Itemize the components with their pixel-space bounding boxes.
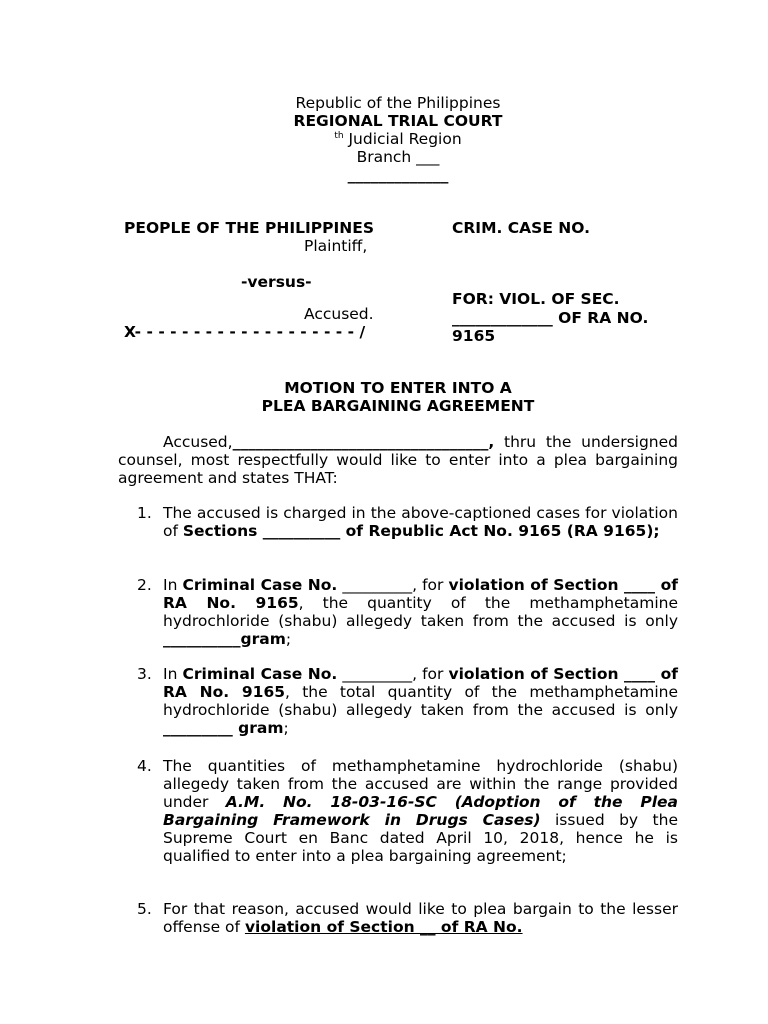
header-republic: Republic of the Philippines [295, 94, 501, 112]
motion-title-line2: PLEA BARGAINING AGREEMENT [261, 397, 535, 415]
item-bold-text: Criminal Case No. [182, 665, 338, 683]
list-item-number: 5. [137, 900, 152, 918]
list-item-number: 4. [137, 757, 152, 775]
violation-line2: _____________ OF RA NO. [452, 309, 649, 327]
list-item [137, 504, 678, 540]
list-item-body [163, 757, 678, 865]
item-text: The quantities of methamphetamine hydrochloride (shabu) allegedy taken from the accused are within the range provided under [163, 757, 678, 811]
violation-line1: FOR: VIOL. OF SEC. [452, 290, 620, 308]
list-item [137, 757, 678, 865]
list-item [137, 900, 678, 936]
item-bold-text: violation of Section ____ of RA No. 9165 [163, 665, 678, 701]
item-text: issued by the Supreme Court en Banc dated April 10, 2018, hence he is qualified to enter into a plea bargaining agreement; [163, 811, 678, 865]
court-header [0, 94, 768, 184]
item-bold-underline-text: violation of Section __ of RA No. [244, 918, 523, 936]
item-text: , the total quantity of the methamphetamine hydrochloride (shabu) allegedy taken from the accused is only [163, 683, 679, 719]
item-bold-text: Sections __________ of Republic Act No. 9165 (RA 9165); [182, 522, 660, 540]
motion-title [0, 379, 768, 415]
item-bold-text: __________gram [163, 630, 286, 648]
list-item-body [163, 576, 678, 648]
violation-line3: 9165 [452, 327, 496, 345]
header-court: REGIONAL TRIAL COURT [293, 112, 503, 130]
item-text: For that reason, accused would like to plea bargain to the lesser offense of [163, 900, 678, 936]
item-text: _________, for [337, 576, 449, 594]
item-text: _________, for [337, 665, 449, 683]
list-item-number: 2. [137, 576, 152, 594]
list-item-body [163, 665, 678, 737]
header-line: _____________ [347, 166, 449, 184]
intro-accused-blank: _________________________________, [232, 433, 495, 451]
item-bold-italic-text: A.M. No. 18-03-16-SC (Adoption of the Plea Bargaining Framework in Drugs Cases) [163, 793, 679, 829]
item-bold-text: violation of Section ____ of RA No. 9165 [163, 576, 678, 612]
list-item-body [163, 504, 678, 540]
accused-role: Accused. [304, 305, 374, 323]
versus-label: -versus- [241, 273, 312, 291]
item-text: , the quantity of the methamphetamine hydrochloride (shabu) allegedy taken from the accused is only [163, 594, 679, 630]
item-text: In [163, 576, 183, 594]
item-text: In [163, 665, 183, 683]
item-bold-text: _________ gram [163, 719, 284, 737]
case-number-label: CRIM. CASE NO. [452, 219, 591, 237]
motion-title-line1: MOTION TO ENTER INTO A [284, 379, 512, 397]
intro-text: thru the undersigned counsel, most respectfully would like to enter into a plea bargaining agreement and states THAT: [118, 433, 678, 487]
intro-paragraph [118, 433, 678, 487]
item-text: The accused is charged in the above-captioned cases for violation of [163, 504, 678, 540]
intro-accused-label: Accused, [163, 433, 233, 451]
header-region-text: Judicial Region [343, 130, 462, 148]
item-text: ; [283, 719, 289, 737]
header-region [0, 130, 768, 148]
header-region-sup: th [334, 131, 344, 141]
list-item-number: 1. [137, 504, 152, 522]
caption-separator: X- - - - - - - - - - - - - - - - - - - / [124, 323, 366, 341]
header-branch: Branch ___ [356, 148, 440, 166]
list-item-number: 3. [137, 665, 152, 683]
item-bold-text: Criminal Case No. [182, 576, 338, 594]
list-item-body [163, 900, 678, 936]
plaintiff-name: PEOPLE OF THE PHILIPPINES [124, 219, 374, 237]
list-item [137, 665, 678, 737]
item-text: ; [285, 630, 292, 648]
plaintiff-role: Plaintiff, [304, 237, 368, 255]
list-item [137, 576, 678, 648]
